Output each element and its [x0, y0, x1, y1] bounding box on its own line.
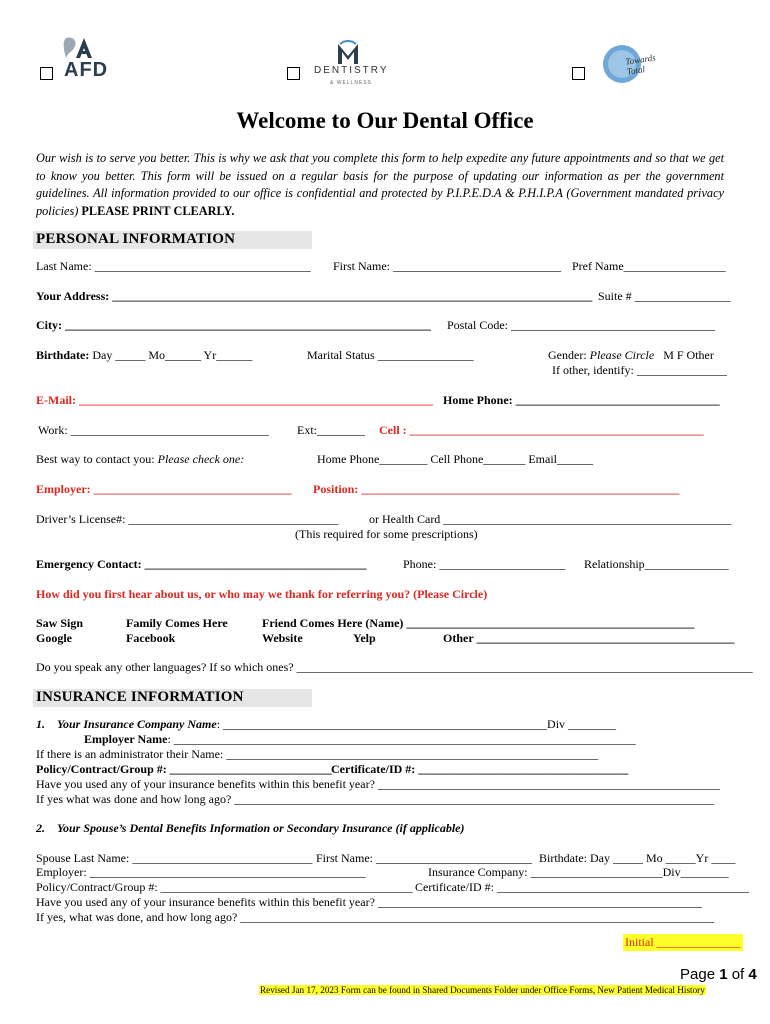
checkbox-dentistry[interactable] [287, 67, 300, 80]
insurance-heading: INSURANCE INFORMATION [36, 689, 244, 705]
page-of: of [727, 966, 749, 983]
best-way-contact [36, 452, 244, 467]
spouse-certificate-field[interactable]: Certificate/ID #: __________________________________________ [415, 880, 749, 894]
towards-logo [602, 40, 666, 90]
referral-family[interactable]: Family Comes Here [126, 616, 228, 630]
city-field[interactable]: City: _____________________________________________________________ [36, 318, 431, 332]
afd-logo [62, 36, 109, 82]
health-card-note: (This required for some prescriptions) [295, 527, 478, 541]
birthdate-label: Birthdate: [36, 348, 90, 362]
page-number [680, 966, 757, 983]
towards-logo-text: Towards Total [624, 52, 657, 77]
item1-line: : ______________________________________________________Div ________ [216, 717, 617, 731]
initial-field[interactable]: Initial ______________ [625, 935, 741, 949]
employer-name-label: Employer Name [84, 732, 168, 746]
relationship-field[interactable]: Relationship______________ [584, 557, 729, 571]
drivers-license-field[interactable]: Driver’s License#: ___________________________________ [36, 512, 339, 526]
last-name-field[interactable]: Last Name: ____________________________________ [36, 259, 311, 273]
best-way-label: Best way to contact you: [36, 452, 155, 466]
dentistry-logo-sub: & WELLNESS [330, 80, 372, 86]
referral-saw-sign[interactable]: Saw Sign [36, 616, 84, 630]
address-field[interactable]: Your Address: ________________________________________________________________________________ [36, 289, 593, 303]
spouse-policy-field[interactable]: Policy/Contract/Group #: __________________________________________ [36, 880, 413, 894]
employer-name-line: : _____________________________________________________________________________ [167, 732, 636, 746]
health-card-field[interactable]: or Health Card ________________________________________________ [369, 512, 732, 526]
emergency-contact-field[interactable]: Emergency Contact: _____________________________________ [36, 557, 367, 571]
postal-code-field[interactable]: Postal Code: __________________________________ [447, 318, 716, 332]
checkbox-afd[interactable] [40, 67, 53, 80]
suite-field[interactable]: Suite # ________________ [598, 289, 731, 303]
item1-title: Your Insurance Company Name [57, 717, 217, 731]
referral-friend[interactable]: Friend Comes Here (Name) ________________________________________________ [262, 616, 695, 630]
languages-field[interactable]: Do you speak any other languages? If so which ones? ____________________________________________________________________________ [36, 660, 753, 674]
item2-number: 2. [36, 821, 45, 835]
spouse-employer-field[interactable]: Employer: ______________________________________________ [36, 865, 366, 879]
first-name-field[interactable]: First Name: ____________________________ [333, 259, 561, 273]
referral-google[interactable]: Google [36, 631, 72, 645]
gender-options: M F Other [663, 348, 714, 362]
dentistry-logo-name: DENTISTRY [314, 65, 389, 76]
gender-label: Gender: [548, 348, 587, 362]
page-label: Page [680, 966, 720, 983]
policy-field[interactable]: Policy/Contract/Group #: ___________________________ [36, 762, 332, 776]
intro-text: Our wish is to serve you better. This is why we ask that you complete this form to help expedite any future appointments and so that we get to know you better. This form will be issued on a regular basis for the purpose of updating our information as per the government guidelines. All information provided to our office is confidential and protected by P.I.P.E.D.A & P.H.I.P.A (Government mandated privacy policies) [36, 151, 724, 218]
gender-other-field[interactable]: If other, identify: _______________ [552, 363, 727, 377]
gender-hint: Please Circle [589, 348, 655, 362]
marital-status-field[interactable]: Marital Status ________________ [307, 348, 474, 362]
birthdate-field[interactable] [36, 348, 252, 363]
employer-name-field[interactable] [84, 732, 636, 747]
work-field[interactable]: Work: _________________________________ [38, 423, 269, 437]
pref-name-field[interactable]: Pref Name_________________ [572, 259, 726, 273]
intro-paragraph [36, 150, 724, 220]
position-field[interactable]: Position: _____________________________________________________ [313, 482, 680, 496]
referral-facebook[interactable]: Facebook [126, 631, 176, 645]
referral-other[interactable]: Other ___________________________________________ [443, 631, 735, 645]
best-way-hint: Please check one: [157, 452, 245, 466]
revision-note: Revised Jan 17, 2023 Form can be found in Shared Documents Folder under Office Forms, New Patient Medical History [260, 985, 705, 995]
employer-field[interactable]: Employer: _________________________________ [36, 482, 292, 496]
dentistry-logo [310, 40, 389, 100]
referral-question: How did you first hear about us, or who may we thank for referring you? (Please Circle) [36, 587, 488, 601]
spouse-last-name-field[interactable]: Spouse Last Name: ______________________________ [36, 851, 313, 865]
birthdate-lines: Day _____ Mo______ Yr______ [92, 348, 253, 362]
cell-field[interactable]: Cell : _________________________________________________ [379, 423, 704, 437]
spouse-insurance-company-field[interactable]: Insurance Company: ______________________Div________ [428, 865, 729, 879]
if-yes-field[interactable]: If yes what was done and how long ago? ________________________________________________________________________________ [36, 792, 715, 806]
spouse-birthdate-field[interactable]: Birthdate: Day _____ Mo _____Yr ____ [539, 851, 736, 865]
personal-heading: PERSONAL INFORMATION [36, 231, 236, 247]
afd-logo-text: AFD [64, 59, 109, 81]
contact-options-field[interactable]: Home Phone________ Cell Phone_______ Email______ [317, 452, 593, 466]
item2-title: Your Spouse’s Dental Benefits Information or Secondary Insurance (if applicable) [57, 821, 465, 835]
gender-field[interactable] [548, 348, 714, 363]
intro-emphasis: PLEASE PRINT CLEARLY. [81, 203, 235, 218]
home-phone-field[interactable]: Home Phone: __________________________________ [443, 393, 720, 407]
email-field[interactable]: E-Mail: ___________________________________________________________ [36, 393, 433, 407]
used-benefits-field[interactable]: Have you used any of your insurance benefits within this benefit year? _________________________________________________________ [36, 777, 720, 791]
spouse-section-heading [36, 821, 464, 836]
page-total: 4 [748, 966, 757, 983]
administrator-field[interactable]: If there is an administrator their Name: ______________________________________________________________ [36, 747, 599, 761]
ext-field[interactable]: Ext:________ [297, 423, 365, 437]
checkbox-towards[interactable] [572, 67, 585, 80]
emergency-phone-field[interactable]: Phone: _____________________ [403, 557, 566, 571]
spouse-used-benefits-field[interactable]: Have you used any of your insurance benefits within this benefit year? ______________________________________________________ [36, 895, 702, 909]
item1-number: 1. [36, 717, 45, 731]
certificate-field[interactable]: Certificate/ID #: ___________________________________ [331, 762, 629, 776]
spouse-if-yes-field[interactable]: If yes, what was done, and how long ago? _______________________________________________________________________________ [36, 910, 715, 924]
page-current: 1 [719, 966, 728, 983]
referral-website[interactable]: Website [262, 631, 303, 645]
referral-yelp[interactable]: Yelp [353, 631, 376, 645]
spouse-first-name-field[interactable]: First Name: __________________________ [316, 851, 532, 865]
page-title: Welcome to Our Dental Office [236, 108, 534, 133]
insurance-company-field[interactable] [36, 717, 616, 732]
